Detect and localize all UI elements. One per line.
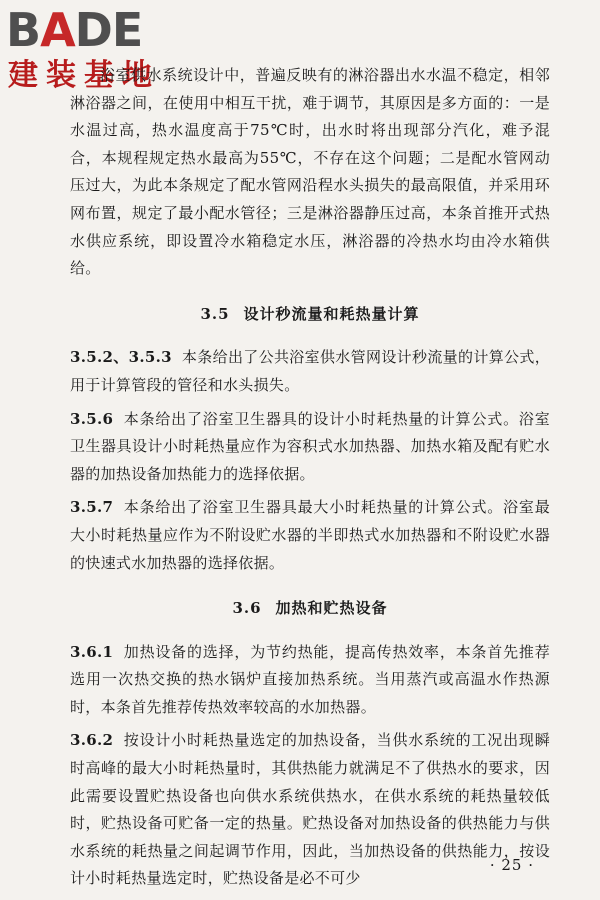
section-heading-3-6: [70, 595, 550, 623]
clause-text: 本条给出了浴室卫生器具最大小时耗热量的计算公式。浴室最大小时耗热量应作为不附设贮水器的半即热式水加热器和不附设贮水器的快速式水加热器的选择依据。: [70, 498, 550, 572]
logo-subtitle: 建装基地: [8, 58, 160, 93]
section-number: 3.6: [232, 599, 262, 618]
section-title: 加热和贮热设备: [275, 599, 388, 618]
clause-3-5-2: [70, 344, 550, 399]
clause-text: 本条给出了浴室卫生器具的设计小时耗热量的计算公式。浴室卫生器具设计小时耗热量应作为容积式水加热器、加热水箱及配有贮水器的加热设备加热能力的选择依据。: [70, 409, 550, 483]
section-title: 设计秒流量和耗热量计算: [243, 304, 420, 323]
clause-3-6-1: [70, 639, 550, 722]
document-body: [70, 62, 550, 899]
clause-3-5-7: [70, 494, 550, 577]
clause-number: 3.5.7: [70, 498, 114, 517]
clause-text: 加热设备的选择，为节约热能，提高传热效率，本条首先推荐选用一次热交换的热水锅炉直接加热系统。当用蒸汽或高温水作热源时，本条首先推荐传热效率较高的水加热器。: [70, 642, 550, 716]
page-number: · 25 ·: [489, 856, 534, 874]
clause-text: 本条给出了公共浴室供水管网设计秒流量的计算公式，用于计算管段的管径和水头损失。: [70, 348, 551, 394]
intro-paragraph: 浴室供水系统设计中，普遍反映有的淋浴器出水水温不稳定，相邻淋浴器之间，在使用中相互干扰，难于调节，其原因是多方面的：一是水温过高，热水温度高于75℃时，出水时将出现部分汽化，难予混合，本规程规定热水最高为55℃，不存在这个问题；二是配水管网动压过大，为此本条规定了配水管网沿程水头损失的最高限值，并采用环网布置，规定了最小配水管径；三是淋浴器静压过高，本条首推开式热水供应系统，即设置冷水箱稳定水压，淋浴器的冷热水均由冷水箱供给。: [70, 66, 550, 278]
clause-number: 3.5.2、3.5.3: [70, 348, 172, 367]
clause-number: 3.6.2: [70, 731, 114, 750]
section-number: 3.5: [200, 304, 230, 323]
logo-wordmark-accent: A: [40, 3, 75, 57]
clause-3-6-2: [70, 727, 550, 893]
section-heading-3-5: [70, 301, 550, 329]
logo-wordmark: BADE: [6, 3, 143, 57]
clause-number: 3.5.6: [70, 409, 114, 428]
clause-number: 3.6.1: [70, 642, 114, 661]
clause-3-5-6: [70, 406, 550, 489]
clause-text: 按设计小时耗热量选定的加热设备，当供水系统的工况出现瞬时高峰的最大小时耗热量时，其供热能力就满足不了供热水的要求，因此需要设置贮热设备也向供水系统供热水，在供水系统的耗热量较低时，贮热设备可贮备一定的热量。贮热设备对加热设备的供热能力与供水系统的耗热量之间起调节作用，因此，当加热设备的供热能力，按设计小时耗热量选定时，贮热设备是必不可少: [70, 731, 550, 888]
